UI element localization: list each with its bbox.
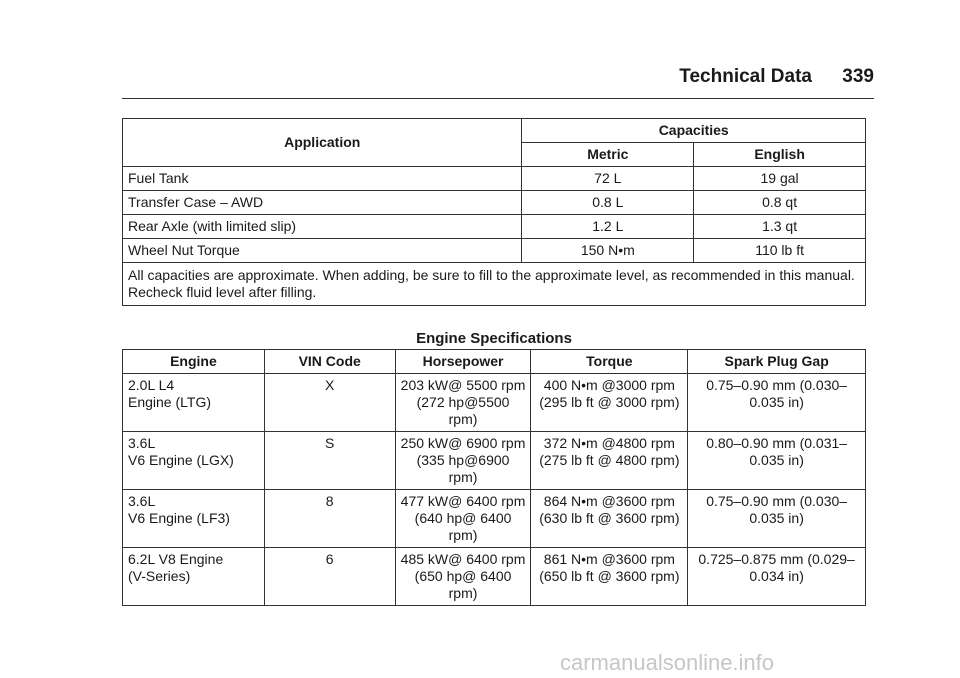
vin-code-cell: S bbox=[264, 432, 395, 490]
engine-line: 6.2L V8 Engine bbox=[128, 551, 224, 567]
application-cell: Fuel Tank bbox=[123, 167, 522, 191]
horsepower-line: 250 kW@ 6900 rpm bbox=[400, 435, 526, 451]
horsepower-line: 203 kW@ 5500 rpm bbox=[400, 377, 526, 393]
gap-line: 0.035 in) bbox=[749, 452, 804, 468]
metric-header: Metric bbox=[522, 143, 694, 167]
torque-cell bbox=[531, 490, 688, 548]
header-divider bbox=[122, 98, 874, 99]
capacities-header: Capacities bbox=[522, 119, 866, 143]
engine-header: Engine bbox=[123, 350, 265, 374]
torque-line: (630 lb ft @ 3600 rpm) bbox=[539, 510, 680, 526]
table-note-row bbox=[123, 263, 866, 306]
horsepower-cell bbox=[395, 374, 531, 432]
metric-cell: 0.8 L bbox=[522, 191, 694, 215]
horsepower-line: (335 hp@6900 rpm) bbox=[416, 452, 510, 485]
table-row bbox=[123, 191, 866, 215]
table-row bbox=[123, 490, 866, 548]
table-row bbox=[123, 374, 866, 432]
horsepower-cell bbox=[395, 432, 531, 490]
vin-code-header: VIN Code bbox=[264, 350, 395, 374]
torque-line: 400 N•m @3000 rpm bbox=[543, 377, 675, 393]
english-cell: 0.8 qt bbox=[694, 191, 866, 215]
engine-line: 3.6L bbox=[128, 435, 156, 451]
horsepower-cell bbox=[395, 548, 531, 606]
english-cell: 110 lb ft bbox=[694, 239, 866, 263]
gap-line: 0.75–0.90 mm (0.030– bbox=[706, 377, 848, 393]
application-header: Application bbox=[123, 119, 522, 167]
torque-line: 372 N•m @4800 rpm bbox=[543, 435, 675, 451]
engine-cell bbox=[123, 432, 265, 490]
english-cell: 1.3 qt bbox=[694, 215, 866, 239]
vin-code-cell: 8 bbox=[264, 490, 395, 548]
horsepower-line: (640 hp@ 6400 rpm) bbox=[414, 510, 512, 543]
engine-line: (V-Series) bbox=[128, 568, 191, 584]
horsepower-cell bbox=[395, 490, 531, 548]
engine-specifications-table bbox=[122, 349, 866, 606]
torque-header: Torque bbox=[531, 350, 688, 374]
gap-line: 0.725–0.875 mm (0.029– bbox=[698, 551, 855, 567]
torque-line: (295 lb ft @ 3000 rpm) bbox=[539, 394, 680, 410]
page-header bbox=[0, 66, 874, 96]
horsepower-header: Horsepower bbox=[395, 350, 531, 374]
spark-plug-gap-cell bbox=[688, 432, 866, 490]
engine-line: V6 Engine (LGX) bbox=[128, 452, 234, 468]
engine-line: V6 Engine (LF3) bbox=[128, 510, 230, 526]
table-row bbox=[123, 215, 866, 239]
vin-code-cell: X bbox=[264, 374, 395, 432]
torque-cell bbox=[531, 548, 688, 606]
gap-line: 0.80–0.90 mm (0.031– bbox=[706, 435, 848, 451]
table-row bbox=[123, 167, 866, 191]
engine-line: 3.6L bbox=[128, 493, 156, 509]
gap-line: 0.034 in) bbox=[749, 568, 804, 584]
vin-code-cell: 6 bbox=[264, 548, 395, 606]
application-cell: Rear Axle (with limited slip) bbox=[123, 215, 522, 239]
page-number: 339 bbox=[842, 66, 874, 87]
spark-plug-gap-cell bbox=[688, 548, 866, 606]
engine-line: 2.0L L4 bbox=[128, 377, 175, 393]
metric-cell: 1.2 L bbox=[522, 215, 694, 239]
gap-line: 0.75–0.90 mm (0.030– bbox=[706, 493, 848, 509]
spark-plug-gap-cell bbox=[688, 490, 866, 548]
torque-line: 861 N•m @3600 rpm bbox=[543, 551, 675, 567]
horsepower-line: (272 hp@5500 rpm) bbox=[416, 394, 510, 427]
gap-line: 0.035 in) bbox=[749, 510, 804, 526]
application-cell: Wheel Nut Torque bbox=[123, 239, 522, 263]
horsepower-line: 485 kW@ 6400 rpm bbox=[400, 551, 526, 567]
table-row bbox=[123, 239, 866, 263]
metric-cell: 72 L bbox=[522, 167, 694, 191]
torque-line: 864 N•m @3600 rpm bbox=[543, 493, 675, 509]
engine-specifications-title: Engine Specifications bbox=[416, 330, 572, 347]
engine-cell bbox=[123, 374, 265, 432]
torque-line: (650 lb ft @ 3600 rpm) bbox=[539, 568, 680, 584]
horsepower-line: 477 kW@ 6400 rpm bbox=[400, 493, 526, 509]
table-row bbox=[123, 432, 866, 490]
engine-cell bbox=[123, 548, 265, 606]
spark-plug-gap-cell bbox=[688, 374, 866, 432]
english-cell: 19 gal bbox=[694, 167, 866, 191]
english-header: English bbox=[694, 143, 866, 167]
metric-cell: 150 N•m bbox=[522, 239, 694, 263]
engine-line: Engine (LTG) bbox=[128, 394, 211, 410]
spark-plug-gap-header: Spark Plug Gap bbox=[688, 350, 866, 374]
torque-cell bbox=[531, 374, 688, 432]
watermark: carmanualsonline.info bbox=[560, 650, 775, 675]
gap-line: 0.035 in) bbox=[749, 394, 804, 410]
torque-line: (275 lb ft @ 4800 rpm) bbox=[539, 452, 680, 468]
application-cell: Transfer Case – AWD bbox=[123, 191, 522, 215]
page-title: Technical Data bbox=[679, 66, 812, 87]
horsepower-line: (650 hp@ 6400 rpm) bbox=[414, 568, 512, 601]
torque-cell bbox=[531, 432, 688, 490]
capacities-table bbox=[122, 118, 866, 306]
table-row bbox=[123, 548, 866, 606]
capacities-note: All capacities are approximate. When adding, be sure to fill to the approximate level, as recommended in this manual. Recheck fluid level after filling. bbox=[123, 263, 866, 306]
engine-cell bbox=[123, 490, 265, 548]
